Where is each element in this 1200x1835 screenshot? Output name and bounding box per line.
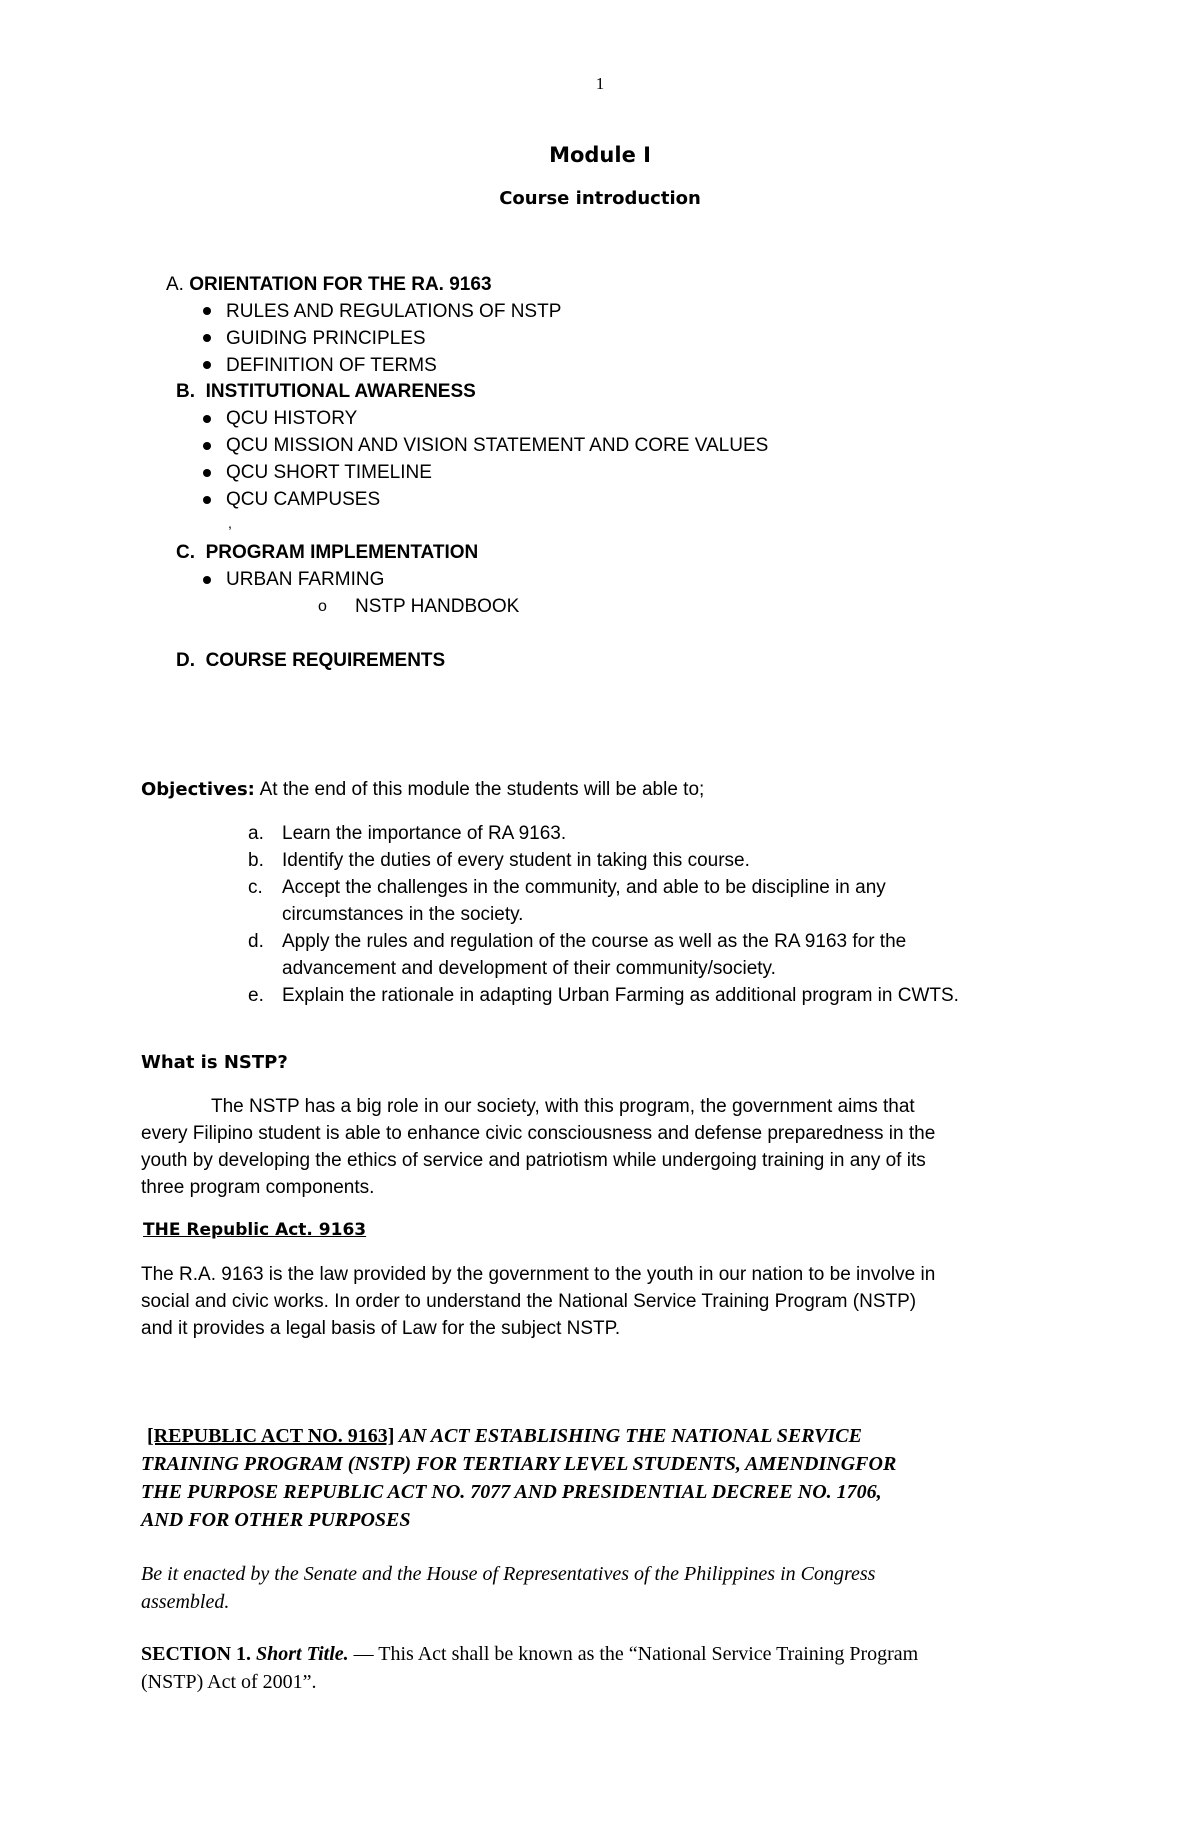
enactment-line: assembled. — [141, 1591, 230, 1613]
objective-letter: a. — [248, 823, 264, 844]
objectives-intro-text: At the end of this module the students will be able to; — [259, 779, 705, 800]
outline-b-title: INSTITUTIONAL AWARENESS — [205, 381, 476, 402]
ra-paragraph-line: The R.A. 9163 is the law provided by the government to the youth in our nation to be involve in — [141, 1264, 936, 1285]
outline-c-letter: C. — [176, 542, 195, 563]
ra-paragraph-line: social and civic works. In order to understand the National Service Training Program (NSTP) — [141, 1291, 917, 1312]
act-title-line — [147, 1422, 862, 1450]
outline-b-letter: B. — [176, 381, 195, 402]
objectives-intro — [141, 776, 704, 803]
act-bracket: [REPUBLIC ACT NO. 9163] — [147, 1425, 395, 1447]
objectives-label: Objectives: — [141, 779, 255, 800]
section-label: SECTION 1. — [141, 1643, 252, 1665]
outline-d-letter: D. — [176, 650, 195, 671]
nstp-heading: What is NSTP? — [141, 1052, 288, 1073]
section-text: — This Act shall be known as the “National Service Training Program — [348, 1643, 919, 1665]
page-number: 1 — [595, 74, 605, 93]
bullet-icon — [203, 576, 211, 584]
nstp-paragraph-line: three program components. — [141, 1177, 375, 1198]
bullet-icon — [203, 334, 211, 342]
section-1-line — [141, 1640, 918, 1668]
outline-b-item: QCU SHORT TIMELINE — [226, 462, 432, 483]
objective-text: Identify the duties of every student in taking this course. — [282, 850, 750, 871]
act-title-line: TRAINING PROGRAM (NSTP) FOR TERTIARY LEVEL STUDENTS, AMENDINGFOR — [141, 1453, 897, 1475]
outline-a-item: RULES AND REGULATIONS OF NSTP — [226, 301, 562, 322]
outline-a-title: ORIENTATION FOR THE RA. 9163 — [189, 274, 492, 295]
section-short-title: Short Title. — [256, 1643, 349, 1665]
objective-letter: d. — [248, 931, 264, 952]
act-title-line: THE PURPOSE REPUBLIC ACT NO. 7077 AND PRESIDENTIAL DECREE NO. 1706, — [141, 1481, 882, 1503]
objective-text: Learn the importance of RA 9163. — [282, 823, 567, 844]
bullet-icon — [203, 361, 211, 369]
outline-a-item: GUIDING PRINCIPLES — [226, 328, 426, 349]
stray-comma: , — [228, 515, 232, 531]
bullet-icon — [203, 442, 211, 450]
module-subtitle: Course introduction — [499, 188, 701, 209]
module-title: Module I — [549, 143, 651, 167]
ra-paragraph-line: and it provides a legal basis of Law for the subject NSTP. — [141, 1318, 621, 1339]
outline-c-title: PROGRAM IMPLEMENTATION — [205, 542, 479, 563]
nstp-paragraph-line: The NSTP has a big role in our society, with this program, the government aims that — [211, 1096, 915, 1117]
outline-d-heading — [176, 647, 445, 674]
outline-b-item: QCU HISTORY — [226, 408, 358, 429]
section-1-line: (NSTP) Act of 2001”. — [141, 1671, 317, 1693]
outline-b-item: QCU CAMPUSES — [226, 489, 381, 510]
objective-text: Explain the rationale in adapting Urban Farming as additional program in CWTS. — [282, 985, 959, 1006]
outline-b-item: QCU MISSION AND VISION STATEMENT AND CORE VALUES — [226, 435, 769, 456]
outline-b-heading — [176, 378, 476, 405]
objective-letter: e. — [248, 985, 264, 1006]
enactment-line: Be it enacted by the Senate and the House of Representatives of the Philippines in Congress — [141, 1563, 876, 1585]
bullet-icon — [203, 307, 211, 315]
bullet-icon — [203, 496, 211, 504]
act-title-first: AN ACT ESTABLISHING THE NATIONAL SERVICE — [394, 1425, 862, 1447]
outline-d-title: COURSE REQUIREMENTS — [205, 650, 446, 671]
outline-a-heading — [166, 271, 492, 298]
objective-text: circumstances in the society. — [282, 904, 524, 925]
objective-text: Apply the rules and regulation of the course as well as the RA 9163 for the — [282, 931, 907, 952]
objective-letter: b. — [248, 850, 264, 871]
bullet-icon — [203, 469, 211, 477]
outline-a-item: DEFINITION OF TERMS — [226, 355, 437, 376]
objective-text: advancement and development of their community/society. — [282, 958, 776, 979]
outline-c-item: URBAN FARMING — [226, 569, 385, 590]
outline-c-heading — [176, 539, 478, 566]
act-title-line: AND FOR OTHER PURPOSES — [141, 1509, 411, 1531]
objective-letter: c. — [248, 877, 263, 898]
ra-heading: THE Republic Act. 9163 — [143, 1220, 367, 1240]
outline-c-subitem: NSTP HANDBOOK — [355, 596, 520, 617]
outline-a-letter: A. — [166, 274, 184, 295]
circle-bullet-icon: o — [318, 598, 327, 615]
objective-text: Accept the challenges in the community, and able to be discipline in any — [282, 877, 886, 898]
nstp-paragraph-line: youth by developing the ethics of service and patriotism while undergoing training in any of its — [141, 1150, 926, 1171]
nstp-paragraph-line: every Filipino student is able to enhance civic consciousness and defense preparedness in the — [141, 1123, 936, 1144]
bullet-icon — [203, 415, 211, 423]
